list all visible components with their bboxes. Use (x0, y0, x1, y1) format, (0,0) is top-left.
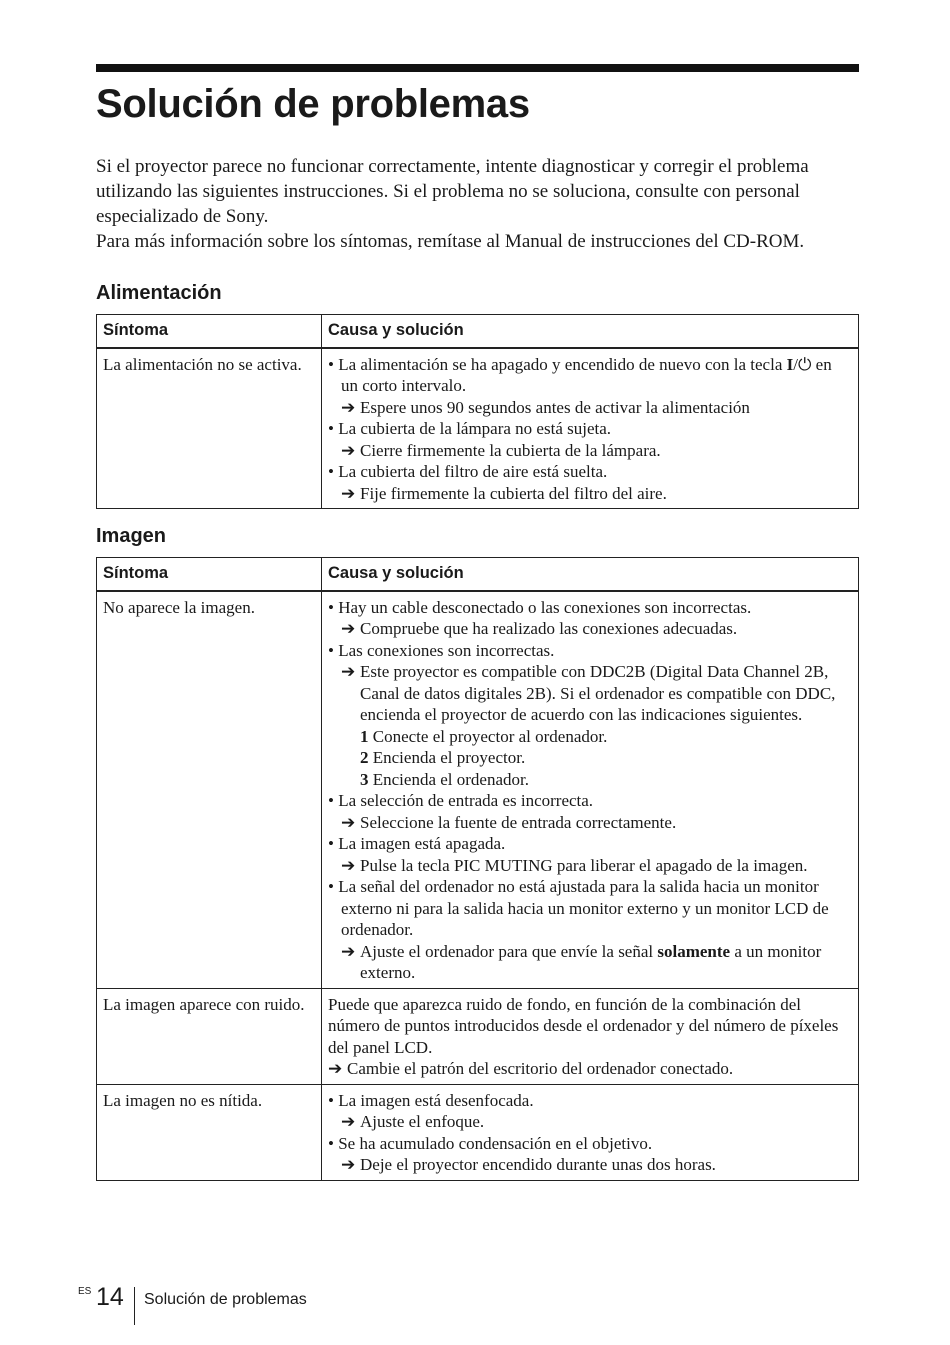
page-number: 14 (96, 1283, 124, 1311)
table-row (97, 1084, 859, 1180)
footer-divider (134, 1287, 135, 1325)
solution-line: ➔ Este proyector es compatible con DDC2B (Digital Data Channel 2B, Canal de datos digitales 2B). Si el ordenador es compatible con DDC, encienda el proyector de acuerdo con las indicaciones siguientes. (341, 662, 836, 724)
arrow-icon: ➔ (341, 619, 356, 638)
solution-line: ➔ Ajuste el ordenador para que envíe la señal solamente a un monitor externo. (341, 941, 822, 982)
solution-line: ➔ Ajuste el enfoque. (341, 1112, 485, 1131)
symptom-cell: La imagen no es nítida. (97, 1084, 322, 1180)
cause-bullet: • La imagen está desenfocada. (328, 1090, 534, 1110)
arrow-icon: ➔ (341, 397, 356, 417)
footer-section-label: Solución de problemas (144, 1291, 307, 1308)
cause-bullet: • La cubierta de la lámpara no está sujeta. (328, 419, 612, 438)
solution-line: ➔ Fije firmemente la cubierta del filtro del aire. (341, 483, 667, 503)
numbered-step: 1 Conecte el proyector al ordenador. (360, 726, 608, 746)
cause-cell (322, 348, 859, 509)
cause-cell (322, 988, 859, 1084)
cause-cell (322, 1084, 859, 1180)
symptom-cell: La imagen aparece con ruido. (97, 988, 322, 1084)
solution-line: ➔ Pulse la tecla PIC MUTING para liberar el apagado de la imagen. (341, 855, 808, 875)
arrow-icon: ➔ (341, 662, 356, 681)
table-row (97, 591, 859, 989)
column-header-cause: Causa y solución (322, 558, 859, 591)
table-imagen (96, 557, 859, 1181)
table-row (97, 348, 859, 509)
arrow-icon: ➔ (341, 812, 356, 832)
table-alimentacion (96, 314, 859, 509)
section-heading-imagen: Imagen (96, 525, 167, 547)
column-header-symptom: Síntoma (97, 315, 322, 348)
cause-text: Puede que aparezca ruido de fondo, en función de la combinación del número de puntos introducidos desde el ordenador y del número de píxeles del panel LCD. (328, 994, 839, 1057)
table-row (97, 988, 859, 1084)
intro-paragraph-2: Para más información sobre los síntomas, remítase al Manual de instrucciones del CD-ROM. (96, 231, 805, 252)
numbered-step: 3 Encienda el ordenador. (360, 769, 529, 789)
cause-bullet: • Las conexiones son incorrectas. (328, 640, 555, 660)
solution-line: ➔ Seleccione la fuente de entrada correctamente. (341, 812, 677, 832)
symptom-cell: La alimentación no se activa. (97, 348, 322, 509)
arrow-icon: ➔ (341, 1112, 356, 1131)
arrow-icon: ➔ (341, 440, 356, 460)
solution-line: ➔ Cambie el patrón del escritorio del ordenador conectado. (328, 1059, 734, 1078)
intro-paragraph-1: Si el proyector parece no funcionar correctamente, intente diagnosticar y corregir el problema utilizando las siguientes instrucciones. Si el problema no se soluciona, consulte con personal especializado de Sony. (96, 156, 809, 227)
arrow-icon: ➔ (328, 1059, 343, 1078)
cause-bullet: • La señal del ordenador no está ajustada para la salida hacia un monitor externo ni para la salida hacia un monitor externo y un monitor LCD de ordenador. (328, 877, 829, 939)
table-header-row (97, 315, 859, 348)
arrow-icon: ➔ (341, 483, 356, 503)
language-code: ES (78, 1286, 92, 1297)
column-header-symptom: Síntoma (97, 558, 322, 591)
arrow-icon: ➔ (341, 855, 356, 875)
table-header-row (97, 558, 859, 591)
cause-bullet: • Hay un cable desconectado o las conexiones son incorrectas. (328, 597, 752, 617)
arrow-icon: ➔ (341, 941, 356, 961)
cause-bullet: • La imagen está apagada. (328, 834, 506, 853)
column-header-cause: Causa y solución (322, 315, 859, 348)
page-title: Solución de problemas (96, 82, 530, 126)
solution-line: ➔ Deje el proyector encendido durante unas dos horas. (341, 1155, 716, 1174)
intro-text (96, 154, 859, 254)
cause-bullet: • Se ha acumulado condensación en el objetivo. (328, 1133, 653, 1153)
solution-line: ➔ Espere unos 90 segundos antes de activar la alimentación (341, 397, 750, 417)
page-content (96, 64, 859, 1181)
cause-bullet: • La cubierta del filtro de aire está suelta. (328, 462, 608, 481)
section-heading-alimentacion: Alimentación (96, 282, 222, 304)
title-rule (96, 64, 859, 72)
numbered-step: 2 Encienda el proyector. (360, 748, 526, 767)
cause-bullet: • La selección de entrada es incorrecta. (328, 791, 594, 810)
cause-bullet: • La alimentación se ha apagado y encendido de nuevo con la tecla I/⏻ en un corto intervalo. (328, 354, 832, 395)
solution-line: ➔ Cierre firmemente la cubierta de la lámpara. (341, 440, 661, 460)
arrow-icon: ➔ (341, 1155, 356, 1174)
cause-cell (322, 591, 859, 989)
solution-line: ➔ Compruebe que ha realizado las conexiones adecuadas. (341, 619, 738, 638)
symptom-cell: No aparece la imagen. (97, 591, 322, 989)
